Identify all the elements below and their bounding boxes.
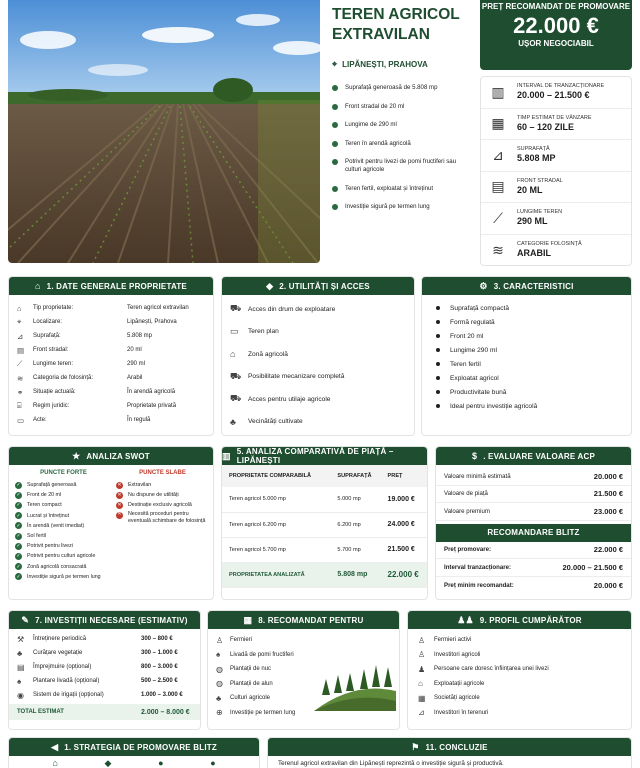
- farmer-icon: ♙: [216, 635, 224, 645]
- gear-icon: ⚙: [479, 280, 488, 291]
- area-icon: ⊿: [492, 146, 504, 163]
- section-recommended: [207, 610, 400, 730]
- ruler-icon: ⟋: [493, 209, 503, 226]
- price-value: 22.000 €: [513, 13, 599, 38]
- comparables-table: [222, 465, 427, 588]
- section-investments: [8, 610, 201, 730]
- section-characteristics: [421, 276, 632, 436]
- money-icon: $: [471, 451, 478, 461]
- check-icon: ✓: [16, 543, 21, 550]
- fence-icon: ▤: [17, 662, 25, 672]
- table-row: ≋ Categoria de folosință: Arabil: [17, 373, 143, 383]
- fence-icon: ▤: [491, 178, 505, 195]
- list-item: Teren în arendă agricolă: [332, 140, 474, 148]
- list-item: ⛟ Acces din drum de exploatare: [230, 303, 336, 314]
- group-icon: ♟: [418, 664, 426, 674]
- table-row: ⚭ Situație actuală: În arendă agricolă: [17, 387, 176, 397]
- table-row: Teren agricol 6.200 mp 6.200 mp 24.000 €: [222, 512, 427, 537]
- table-row: ▤ Front stradal: 20 ml: [17, 345, 142, 355]
- stat-item: ⟋ LUNGIME TEREN 290 ML: [481, 203, 631, 235]
- stat-item: ⊿ SUPRAFAȚĂ 5.808 MP: [481, 140, 631, 172]
- plant-icon: ♣: [230, 416, 236, 427]
- tractor-icon: ⛟: [230, 370, 242, 381]
- table-row: Teren agricol 5.000 mp 5.000 mp 19.000 €: [222, 487, 427, 512]
- strengths-title: PUNCTE FORTE: [40, 470, 87, 476]
- table-total-row: TOTAL ESTIMAT 2.000 – 8.000 €: [9, 704, 200, 720]
- section-header: ◀ 1. STRATEGIA DE PROMOVARE BLITZ: [9, 738, 259, 756]
- section-market-analysis: [221, 446, 428, 600]
- company-icon: ▦: [418, 693, 426, 703]
- section-general-data: [8, 276, 214, 436]
- list-item: ♣ Culturi agricole: [216, 693, 271, 703]
- section-header: $ . EVALUARE VALOARE ACP: [436, 447, 631, 465]
- drop-icon: ◆: [266, 280, 274, 291]
- list-item: ♙ Investitori agricoli: [418, 650, 481, 660]
- table-row: ⌖ Localizare: Lipănești, Prahova: [17, 317, 177, 326]
- blitz-header: RECOMANDARE BLITZ: [436, 524, 631, 542]
- check-icon: ✓: [16, 522, 21, 529]
- section-buyer-profile: [407, 610, 632, 730]
- phone-icon: ●: [210, 758, 216, 768]
- map-pin-icon: ⌖: [332, 59, 338, 69]
- section-swot: [8, 446, 214, 600]
- check-icon: ✓: [16, 553, 21, 560]
- home-icon: ⌂: [17, 303, 22, 313]
- list-item: ✓ Suprafață generoasă: [16, 482, 77, 489]
- list-item: ✕ Necesită proceduri pentru eventuală schimbare de folosință: [117, 510, 206, 525]
- stats-panel: [480, 76, 632, 266]
- list-item: ♟ Persoane care doresc înființarea unei livezi: [418, 664, 549, 674]
- check-icon: ✓: [16, 573, 21, 580]
- nut-icon: ◍: [216, 664, 223, 674]
- list-item: Exploatat agricol: [422, 371, 631, 385]
- list-item: Teren fertil, exploatat și întreținut: [332, 185, 474, 193]
- list-item: ◍ Plantații de nuc: [216, 664, 272, 674]
- table-row: Teren agricol 5.700 mp 5.700 mp 21.500 €: [222, 537, 427, 562]
- list-item: ✓ Investiție sigură pe termen lung: [16, 573, 101, 580]
- flag-icon: ⚑: [411, 741, 420, 752]
- growth-icon: ⊕: [216, 708, 223, 718]
- star-icon: ★: [72, 450, 81, 461]
- stat-item: ▤ FRONT STRADAL 20 ML: [481, 172, 631, 204]
- list-item: Teren fertil: [422, 357, 631, 371]
- land-icon: ⊿: [418, 708, 425, 718]
- check-icon: ✓: [16, 512, 21, 519]
- table-row: Interval tranzacționare: 20.000 – 21.500 €: [436, 559, 631, 577]
- location: [332, 59, 428, 70]
- table-row: Valoare premium 23.000 €: [436, 503, 631, 521]
- list-item: Suprafață generoasă de 5.808 mp: [332, 84, 474, 92]
- list-item: Suprafață compactă: [422, 301, 631, 315]
- calendar-icon: ▦: [491, 115, 505, 132]
- table-row: ◉ Sistem de irigații (opțional) 1.000 – 3.000 €: [17, 690, 183, 700]
- table-row: ♣ Curățare vegetație 300 – 1.000 €: [17, 648, 178, 658]
- check-icon: ✓: [16, 502, 21, 509]
- table-row: ♠ Plantare livadă (opțional) 500 – 2.500 €: [17, 676, 178, 686]
- bank-icon: ⌸: [17, 401, 22, 410]
- road-icon: ⛟: [230, 303, 242, 314]
- map-pin-icon: ⌖: [17, 317, 22, 326]
- crop-icon: ♣: [216, 693, 222, 703]
- list-item: ♣ Vecinătăți cultivate: [230, 416, 303, 427]
- field-photo: [8, 0, 320, 263]
- table-row: Valoare de piață 21.500 €: [436, 486, 631, 504]
- list-item: ✕ Nu dispune de utilități: [117, 492, 179, 499]
- section-header: ⌂ 1. DATE GENERALE PROPRIETATE: [9, 277, 213, 295]
- table-row: ⌂ Tip proprietate: Teren agricol extravilan: [17, 303, 189, 313]
- section-valuation: [435, 446, 632, 600]
- price-box: [480, 0, 632, 70]
- table-row: ▤ Împrejmuire (opțional) 800 – 3.000 €: [17, 662, 178, 672]
- list-item: ✓ Front de 20 ml: [16, 492, 62, 499]
- section-promotion-strategy: [8, 737, 260, 768]
- list-item: Potrivit pentru livezi de pomi fructiferi sau culturi agricole: [332, 158, 474, 174]
- list-item: Formă regulată: [422, 315, 631, 329]
- table-row: Valoare minimă estimată 20.000 €: [436, 468, 631, 486]
- list-item: ✕ Extravilan: [117, 482, 152, 489]
- document-icon: ▭: [17, 415, 25, 425]
- section-header: ◆ 2. UTILITĂȚI ȘI ACCES: [222, 277, 414, 295]
- list-item: ▭ Teren plan: [230, 326, 279, 337]
- list-item: Front stradal de 20 ml: [332, 103, 474, 111]
- table-header-row: PROPRIETATE COMPARABILĂ SUPRAFAȚĂ PREȚ: [222, 465, 427, 487]
- social-icon: ●: [158, 758, 164, 768]
- list-item: ▦ Societăți agricole: [418, 693, 480, 703]
- list-item: ⌂ Zonă agricolă: [230, 349, 288, 360]
- list-item: Investiție sigură pe termen lung: [332, 203, 474, 211]
- investor-icon: ♙: [418, 650, 426, 660]
- plain-icon: ▭: [230, 326, 239, 337]
- field-icon: ≋: [17, 373, 24, 383]
- bar-chart-icon: ▥: [491, 83, 505, 100]
- ruler-icon: ⟋: [17, 359, 23, 368]
- section-header: ▦ 8. RECOMANDAT PENTRU: [208, 611, 399, 629]
- tree-icon: ♠: [17, 676, 22, 686]
- list-item: Ideal pentru investiție agricolă: [422, 399, 631, 413]
- list-item: ⛟ Acces pentru utilaje agricole: [230, 393, 331, 404]
- table-row: ⌸ Regim juridic: Proprietate privată: [17, 401, 177, 410]
- table-total-row: PROPRIETATEA ANALIZATĂ 5.808 mp 22.000 €: [222, 562, 427, 587]
- hazel-icon: ◍: [216, 679, 223, 689]
- section-header: ▥ 5. ANALIZA COMPARATIVĂ DE PIAȚĂ – LIPĂNEȘTI: [222, 447, 427, 465]
- price-label: PREȚ RECOMANDAT DE PROMOVARE: [481, 2, 631, 11]
- section-header: ⚑ 11. CONCLUZIE: [268, 738, 631, 756]
- list-item: ✓ Teren compact: [16, 502, 62, 509]
- list-item: Front 20 ml: [422, 329, 631, 343]
- tag-icon: ◆: [104, 758, 112, 768]
- section-header: ⚙ 3. CARACTERISTICI: [422, 277, 631, 295]
- fence-icon: ▤: [17, 345, 25, 355]
- x-icon: ✕: [117, 502, 122, 509]
- check-icon: ✓: [16, 482, 21, 489]
- list-item: ⊿ Investitori în terenuri: [418, 708, 489, 718]
- list-item: ♠ Livadă de pomi fructiferi: [216, 650, 294, 660]
- building-icon: ▦: [243, 614, 253, 625]
- stat-item: ▦ TIMP ESTIMAT DE VÂNZARE 60 – 120 ZILE: [481, 109, 631, 141]
- list-item: ⛟ Posibilitate mecanizare completă: [230, 370, 345, 381]
- price-note: UȘOR NEGOCIABIL: [518, 39, 594, 48]
- stat-item: ≋ CATEGORIE FOLOSINȚĂ ARABIL: [481, 235, 631, 267]
- list-item: ✓ În arendă (venit imediat): [16, 522, 85, 529]
- list-item: Lungime de 290 ml: [332, 121, 474, 129]
- plant-icon: ♣: [17, 648, 23, 658]
- check-icon: ✓: [16, 492, 21, 499]
- list-item: Lungime 290 ml: [422, 343, 631, 357]
- listing-title: TEREN AGRICOL EXTRAVILAN: [332, 6, 460, 43]
- bar-chart-icon: ▥: [222, 450, 231, 461]
- section-header: ♟♟ 9. PROFIL CUMPĂRĂTOR: [408, 611, 631, 629]
- x-icon: ✕: [117, 482, 122, 489]
- list-item: ◍ Plantații de alun: [216, 679, 273, 689]
- strategy-icons: [9, 756, 259, 768]
- table-row: ⚒ Întreținere periodică 300 – 800 €: [17, 634, 173, 644]
- field-icon: ≋: [492, 241, 504, 258]
- section-header: ★ ANALIZA SWOT: [9, 447, 213, 465]
- section-utilities: [221, 276, 415, 436]
- x-icon: ✕: [117, 511, 122, 518]
- farm-icon: ⌂: [230, 349, 236, 360]
- tree-icon: ♠: [216, 650, 221, 660]
- section-conclusion: [267, 737, 632, 768]
- conclusion-text: Terenul agricol extravilan din Lipănești reprezintă o investiție sigură și productivă.: [278, 760, 504, 767]
- highlights-list: [332, 84, 474, 222]
- list-item: ♙ Fermieri: [216, 635, 252, 645]
- list-item: ⌂ Exploatații agricole: [418, 679, 485, 689]
- home-icon: ⌂: [52, 758, 58, 768]
- list-item: ♙ Fermieri activi: [418, 635, 472, 645]
- table-row: Preț minim recomandat: 20.000 €: [444, 580, 623, 590]
- list-item: ✓ Zonă agricolă consacrată: [16, 563, 87, 570]
- list-item: ✓ Lucrat și întreținut: [16, 512, 70, 519]
- table-row: ⊿ Suprafață: 5.808 mp: [17, 331, 153, 341]
- users-icon: ♟♟: [457, 614, 474, 625]
- check-icon: ✓: [16, 563, 21, 570]
- maintenance-icon: ⚒: [17, 634, 25, 644]
- list-item: ✕ Destinație exclusiv agricolă: [117, 502, 192, 509]
- orchard-illustration: [314, 651, 396, 711]
- table-row: ⟋ Lungime teren: 290 ml: [17, 359, 146, 368]
- table-row: ▭ Acte: În regulă: [17, 415, 151, 425]
- list-item: ✓ Sol fertil: [16, 533, 47, 540]
- location-text: LIPĂNEȘTI, PRAHOVA: [342, 60, 428, 69]
- irrigation-icon: ◉: [17, 690, 24, 700]
- farmer-icon: ♙: [418, 635, 426, 645]
- megaphone-icon: ◀: [51, 741, 59, 752]
- area-icon: ⊿: [17, 331, 24, 341]
- wrench-icon: ✎: [21, 614, 30, 625]
- section-header: ✎ 7. INVESTIȚII NECESARE (ESTIMATIV): [9, 611, 200, 629]
- stat-item: ▥ INTERVAL DE TRANZACȚIONARE 20.000 – 21.500 €: [481, 77, 631, 109]
- farm-icon: ⌂: [418, 679, 423, 689]
- list-item: Productivitate bună: [422, 385, 631, 399]
- check-icon: ✓: [16, 533, 21, 540]
- home-icon: ⌂: [35, 281, 41, 291]
- table-row: Preț promovare: 22.000 €: [436, 542, 631, 560]
- handshake-icon: ⚭: [17, 387, 24, 397]
- x-icon: ✕: [117, 492, 122, 499]
- truck-icon: ⛟: [230, 393, 242, 404]
- weaknesses-title: PUNCTE SLABE: [139, 470, 186, 476]
- list-item: ✓ Potrivit pentru culturi agricole: [16, 553, 96, 560]
- list-item: ⊕ Investiție pe termen lung: [216, 708, 296, 718]
- list-item: ✓ Potrivit pentru livezi: [16, 543, 73, 550]
